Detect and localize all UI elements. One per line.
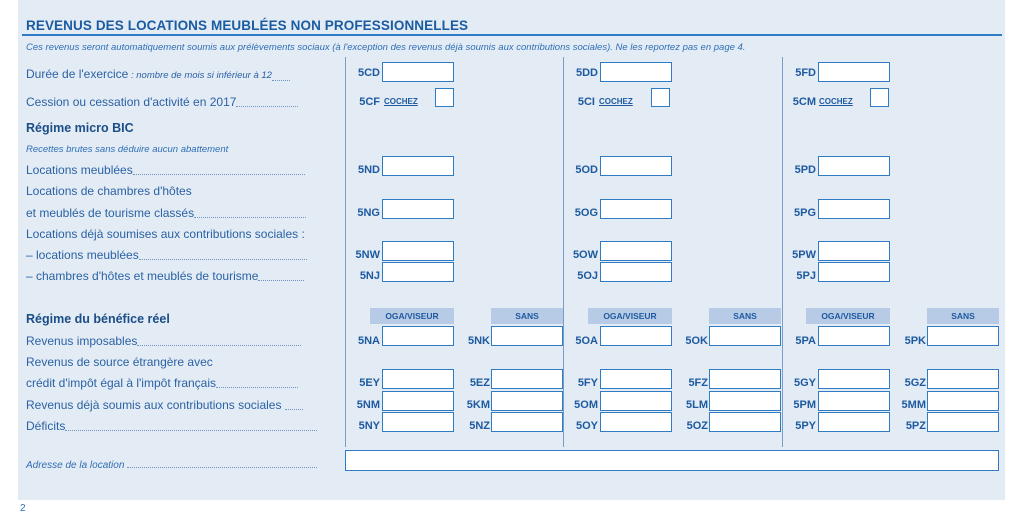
code-5ok: 5OK — [685, 335, 708, 347]
micro-bic-note: Recettes brutes sans déduire aucun abattement — [26, 144, 229, 155]
code-5nz: 5NZ — [469, 420, 490, 432]
header-sans-col2: SANS — [709, 308, 781, 324]
code-5fz: 5FZ — [688, 377, 708, 389]
code-5ow: 5OW — [572, 249, 598, 261]
code-5od: 5OD — [575, 164, 598, 176]
input-5pz[interactable] — [927, 412, 999, 432]
input-5oa[interactable] — [600, 326, 672, 346]
input-5ng[interactable] — [382, 199, 454, 219]
code-5om: 5OM — [574, 399, 598, 411]
input-5gz[interactable] — [927, 369, 999, 389]
input-5lm[interactable] — [709, 391, 781, 411]
code-5pz: 5PZ — [905, 420, 926, 432]
code-5oj: 5OJ — [577, 270, 598, 282]
code-5oa: 5OA — [575, 335, 598, 347]
input-5og[interactable] — [600, 199, 672, 219]
micro-bic-title: Régime micro BIC — [26, 121, 134, 135]
input-5km[interactable] — [491, 391, 563, 411]
code-5nj: 5NJ — [359, 270, 380, 282]
code-5cf: 5CF — [359, 96, 380, 108]
input-5pk[interactable] — [927, 326, 999, 346]
code-5pk: 5PK — [904, 335, 926, 347]
header-oga-col3: OGA/VISEUR — [806, 308, 890, 324]
code-5mm: 5MM — [901, 399, 926, 411]
code-5dd: 5DD — [575, 67, 598, 79]
header-sans-col3: SANS — [927, 308, 999, 324]
form-panel — [18, 0, 1005, 500]
input-5gy[interactable] — [818, 369, 890, 389]
input-5pd[interactable] — [818, 156, 890, 176]
locations-meublees-label: Locations meublées — [26, 162, 305, 178]
input-5fy[interactable] — [600, 369, 672, 389]
cession-label: Cession ou cessation d'activité en 2017 — [26, 94, 298, 110]
input-5nk[interactable] — [491, 326, 563, 346]
duree-input-5fd[interactable] — [818, 62, 890, 82]
code-5cd: 5CD — [357, 67, 380, 79]
header-sans-col1: SANS — [491, 308, 563, 324]
deja-chambres-label: – chambres d'hôtes et meublés de tourisme — [26, 268, 304, 284]
code-5gz: 5GZ — [904, 377, 926, 389]
input-5pg[interactable] — [818, 199, 890, 219]
code-5lm: 5LM — [686, 399, 708, 411]
header-oga-col1: OGA/VISEUR — [370, 308, 454, 324]
input-5fz[interactable] — [709, 369, 781, 389]
input-5ow[interactable] — [600, 241, 672, 261]
cochez-label: COCHEZ — [819, 97, 853, 106]
cession-checkbox-5cm[interactable] — [870, 88, 889, 107]
intro-note: Ces revenus seront automatiquement soumis aux prélèvements sociaux (à l'exception des revenus déjà soumis aux contributions sociales). Ne les reportez pas en page 4. — [26, 42, 746, 53]
input-5nm[interactable] — [382, 391, 454, 411]
code-5cm: 5CM — [792, 96, 816, 108]
deja-loc-label: – locations meublées — [26, 247, 307, 263]
input-5om[interactable] — [600, 391, 672, 411]
input-5pm[interactable] — [818, 391, 890, 411]
chambres-hotes-label-1: Locations de chambres d'hôtes — [26, 184, 192, 198]
deja-soumises-title: Locations déjà soumises aux contributions sociales : — [26, 227, 305, 241]
input-5pw[interactable] — [818, 241, 890, 261]
code-5ez: 5EZ — [469, 377, 490, 389]
deja-soumis-label: Revenus déjà soumis aux contributions sociales — [26, 397, 303, 413]
input-5py[interactable] — [818, 412, 890, 432]
code-5pw: 5PW — [792, 249, 816, 261]
input-5nw[interactable] — [382, 241, 454, 261]
code-5ci: 5CI — [577, 96, 595, 108]
code-5ey: 5EY — [359, 377, 380, 389]
input-5nz[interactable] — [491, 412, 563, 432]
cession-checkbox-5ci[interactable] — [651, 88, 670, 107]
code-5pd: 5PD — [794, 164, 816, 176]
input-5pj[interactable] — [818, 262, 890, 282]
code-5fd: 5FD — [795, 67, 816, 79]
input-5na[interactable] — [382, 326, 454, 346]
input-5nj[interactable] — [382, 262, 454, 282]
input-5ny[interactable] — [382, 412, 454, 432]
code-5pj: 5PJ — [796, 270, 816, 282]
code-5na: 5NA — [357, 335, 380, 347]
input-5mm[interactable] — [927, 391, 999, 411]
reel-title: Régime du bénéfice réel — [26, 312, 170, 326]
code-5pa: 5PA — [795, 335, 816, 347]
code-5pm: 5PM — [793, 399, 816, 411]
address-label: Adresse de la location — [26, 460, 317, 471]
code-5fy: 5FY — [577, 377, 598, 389]
code-5nw: 5NW — [355, 249, 380, 261]
input-5od[interactable] — [600, 156, 672, 176]
page-number: 2 — [20, 503, 26, 514]
duree-input-5cd[interactable] — [382, 62, 454, 82]
code-5nd: 5ND — [357, 164, 380, 176]
input-5nd[interactable] — [382, 156, 454, 176]
code-5nm: 5NM — [356, 399, 380, 411]
title-rule — [22, 34, 1002, 36]
code-5gy: 5GY — [793, 377, 816, 389]
code-5py: 5PY — [795, 420, 816, 432]
code-5ng: 5NG — [357, 207, 380, 219]
imposables-label: Revenus imposables — [26, 333, 301, 349]
section-title: REVENUS DES LOCATIONS MEUBLÉES NON PROFESSIONNELLES — [26, 18, 469, 33]
code-5og: 5OG — [574, 207, 598, 219]
duree-label: Durée de l'exercice : nombre de mois si inférieur à 12 — [26, 66, 290, 82]
cession-checkbox-5cf[interactable] — [435, 88, 454, 107]
input-5ok[interactable] — [709, 326, 781, 346]
input-5ey[interactable] — [382, 369, 454, 389]
code-5oz: 5OZ — [686, 420, 708, 432]
duree-input-5dd[interactable] — [600, 62, 672, 82]
code-5ny: 5NY — [358, 420, 380, 432]
address-input[interactable] — [345, 450, 999, 471]
header-oga-col2: OGA/VISEUR — [588, 308, 672, 324]
etrangere-label-2: crédit d'impôt égal à l'impôt français — [26, 375, 298, 391]
code-5pg: 5PG — [793, 207, 816, 219]
input-5pa[interactable] — [818, 326, 890, 346]
etrangere-label-1: Revenus de source étrangère avec — [26, 355, 213, 369]
chambres-hotes-label-2: et meublés de tourisme classés — [26, 205, 306, 221]
code-5oy: 5OY — [575, 420, 598, 432]
input-5oy[interactable] — [600, 412, 672, 432]
deficits-label: Déficits — [26, 418, 317, 434]
code-5nk: 5NK — [467, 335, 490, 347]
cochez-label: COCHEZ — [599, 97, 633, 106]
input-5ez[interactable] — [491, 369, 563, 389]
cochez-label: COCHEZ — [384, 97, 418, 106]
input-5oz[interactable] — [709, 412, 781, 432]
code-5km: 5KM — [466, 399, 490, 411]
input-5oj[interactable] — [600, 262, 672, 282]
